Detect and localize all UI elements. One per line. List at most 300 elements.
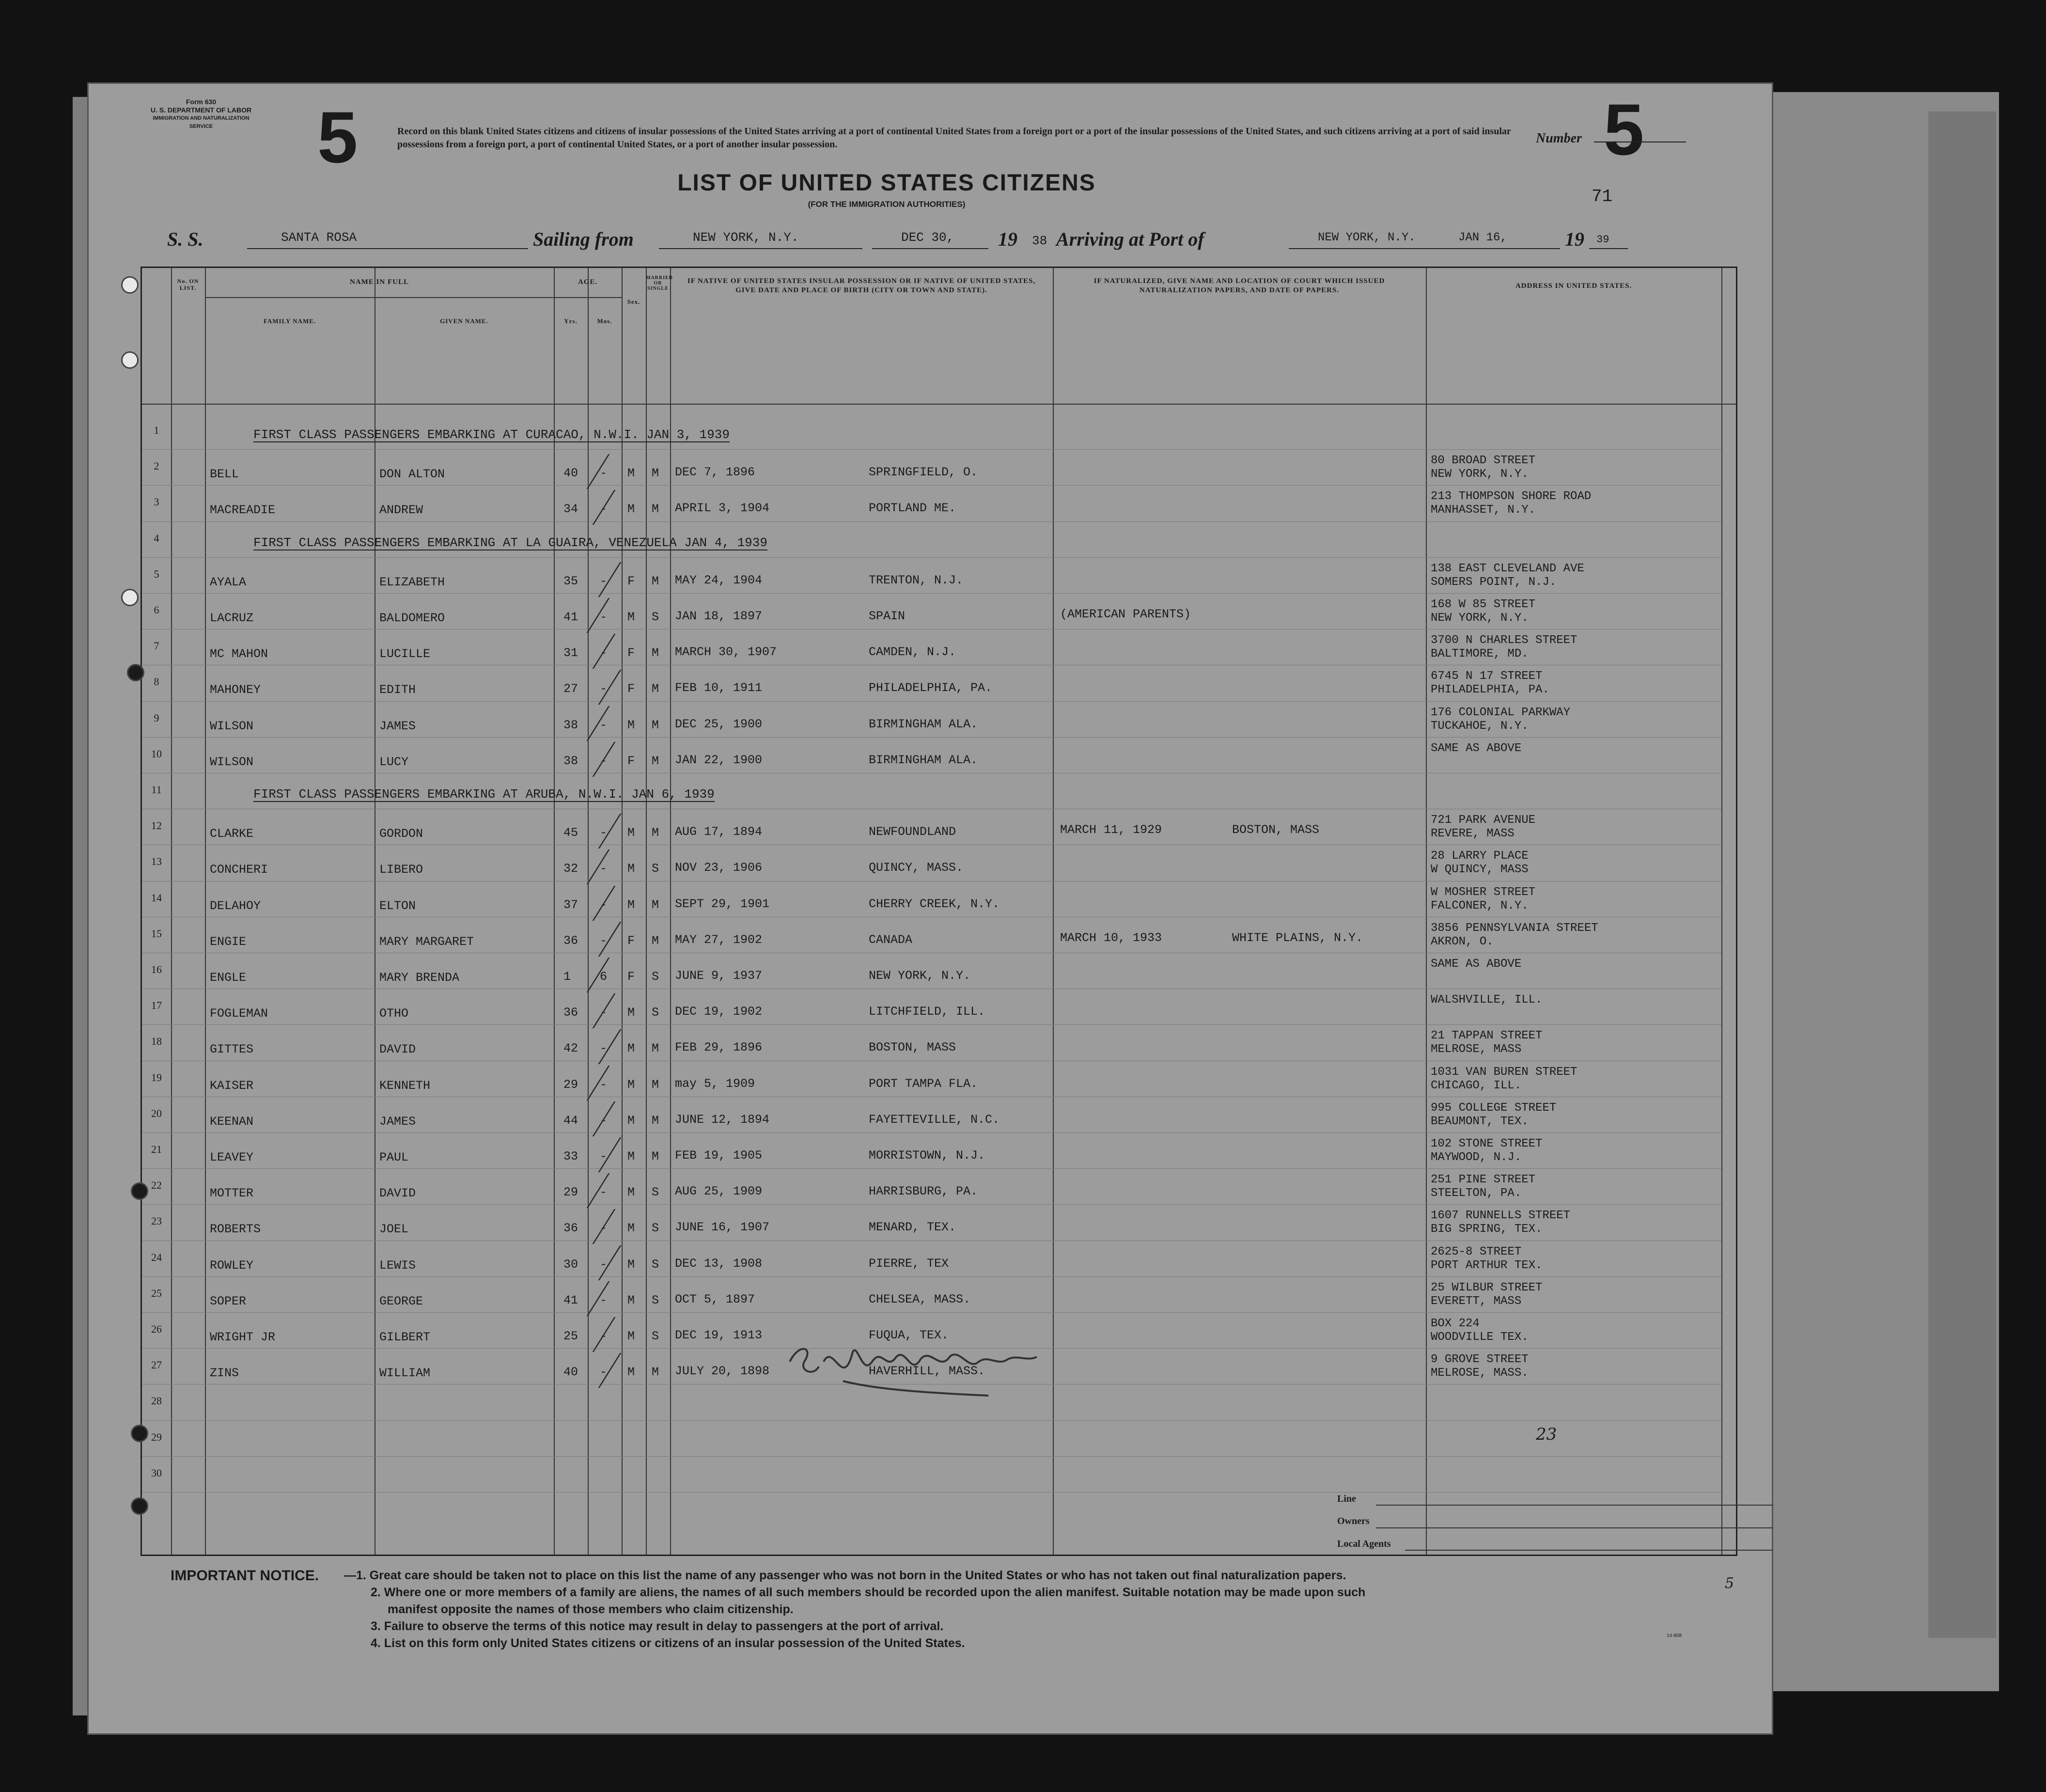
sex: F — [627, 970, 635, 984]
age-months: - — [600, 1006, 608, 1020]
given-name: JAMES — [379, 1114, 416, 1129]
notice-heading: IMPORTANT NOTICE. — [171, 1568, 319, 1584]
marital-status: M — [652, 933, 659, 948]
marital-status: S — [652, 1329, 659, 1343]
birth-date: JAN 18, 1897 — [675, 609, 763, 623]
sailing-from: NEW YORK, N.Y. — [693, 230, 799, 245]
check-mark — [587, 1173, 623, 1208]
address-line-2: NEW YORK, N.Y. — [1431, 468, 1529, 481]
col-line — [1721, 268, 1722, 1555]
family-name: LACRUZ — [210, 611, 254, 625]
birth-date: DEC 19, 1902 — [675, 1005, 763, 1019]
ship-underline — [247, 248, 528, 249]
punch-hole — [121, 351, 139, 369]
age-months: - — [600, 682, 608, 696]
address-line-2: BIG SPRING, TEX. — [1431, 1223, 1543, 1236]
address-line-1: 176 COLONIAL PARKWAY — [1431, 706, 1571, 719]
family-name: WILSON — [210, 755, 254, 769]
row-number: 2 — [154, 460, 159, 472]
address-line-1: 102 STONE STREET — [1431, 1137, 1543, 1150]
address-line-2: WOODVILLE TEX. — [1431, 1331, 1529, 1344]
notice-item-2: 2. Where one or more members of a family are aliens, the names of all such members should be recorded upon the alien manifest. Suitable notation may be made upon such — [371, 1586, 1366, 1599]
family-name: ENGIE — [210, 934, 247, 949]
address-line-1: 1607 RUNNELLS STREET — [1431, 1209, 1571, 1223]
address-line-2: SOMERS POINT, N.J. — [1431, 575, 1557, 589]
col-line — [205, 268, 206, 1555]
family-name: LEAVEY — [210, 1150, 254, 1164]
sex: M — [627, 1257, 635, 1272]
manifest-page — [87, 82, 1773, 1735]
header-naturalized: IF NATURALIZED, GIVE NAME AND LOCATION OF COURT WHICH ISSUED NATURALIZATION PAPERS, AND DATE OF PAPERS. — [1093, 277, 1385, 294]
ship-name: SANTA ROSA — [281, 230, 357, 245]
department-name: U. S. DEPARTMENT OF LABOR — [150, 106, 252, 114]
row-number: 1 — [154, 424, 159, 436]
marital-status: M — [652, 897, 659, 912]
address-line-1: BOX 224 — [1431, 1317, 1480, 1330]
address-line-1: 721 PARK AVENUE — [1431, 814, 1536, 827]
birth-date: SEPT 29, 1901 — [675, 896, 770, 911]
marital-status: M — [652, 466, 659, 481]
header-sex: Sex. — [627, 298, 640, 305]
family-name: CONCHERI — [210, 863, 268, 877]
address-line-1: 6745 N 17 STREET — [1431, 670, 1543, 683]
family-name: BELL — [210, 467, 239, 482]
row-number: 28 — [151, 1395, 162, 1407]
sex: M — [627, 718, 635, 732]
birth-date: DEC 7, 1896 — [675, 465, 755, 480]
marital-status: S — [652, 1293, 659, 1307]
age-months: - — [600, 502, 608, 517]
address-line-1: 168 W 85 STREET — [1431, 598, 1536, 611]
family-name: ROBERTS — [210, 1222, 261, 1237]
row-line — [142, 737, 1721, 738]
marital-status: M — [652, 646, 659, 660]
age-years: 35 — [563, 574, 578, 588]
punch-hole — [131, 1497, 148, 1515]
given-name: LIBERO — [379, 863, 423, 877]
birth-date: DEC 13, 1908 — [675, 1256, 763, 1271]
row-line — [142, 1312, 1721, 1313]
row-number: 27 — [151, 1359, 162, 1371]
sex: F — [627, 646, 635, 660]
given-name: DAVID — [379, 1042, 416, 1057]
form-identifier — [145, 98, 257, 131]
form-number: Form 630 — [186, 98, 217, 106]
row-number: 15 — [151, 927, 162, 940]
birth-date: FEB 29, 1896 — [675, 1040, 763, 1055]
birth-date: AUG 25, 1909 — [675, 1184, 763, 1199]
age-header-divider — [554, 297, 622, 298]
birth-place: CHELSEA, MASS. — [869, 1292, 971, 1306]
service-name: IMMIGRATION AND NATURALIZATION SERVICE — [153, 115, 250, 129]
age-years: 42 — [563, 1041, 578, 1056]
family-name: GITTES — [210, 1042, 254, 1057]
birth-date: JULY 20, 1898 — [675, 1364, 770, 1379]
family-name: ZINS — [210, 1366, 239, 1381]
row-number: 10 — [151, 747, 162, 760]
age-months: - — [600, 1365, 608, 1380]
naturalization-court: WHITE PLAINS, N.Y. — [1232, 930, 1363, 945]
birth-place: BIRMINGHAM ALA. — [869, 753, 978, 767]
birth-place: LITCHFIELD, ILL. — [869, 1005, 985, 1019]
address-line-2: REVERE, MASS — [1431, 827, 1515, 841]
age-months: - — [600, 1149, 608, 1163]
address-line-1: 80 BROAD STREET — [1431, 454, 1536, 468]
row-number: 14 — [151, 891, 162, 904]
ss-label: S. S. — [167, 228, 203, 250]
intro-text: Record on this blank United States citizens and citizens of insular possessions of the United States arriving at a port of continental United States from a foreign port or a port of the insular possessions of the United States, and such citizens arriving at a port of said insular possessions from a foreign port, a port of continental United States, or a port of another insular possession. — [397, 126, 1511, 150]
naturalization-date: MARCH 11, 1929 — [1060, 823, 1162, 837]
row-number: 4 — [154, 532, 159, 544]
section-heading: FIRST CLASS PASSENGERS EMBARKING AT LA GUAIRA, VENEZUELA JAN 4, 1939 — [253, 535, 767, 550]
row-number: 24 — [151, 1251, 162, 1263]
marital-status: M — [652, 718, 659, 732]
age-months: - — [600, 610, 608, 624]
agents-underline — [1405, 1550, 1773, 1551]
marital-status: S — [652, 1006, 659, 1020]
check-mark — [593, 886, 628, 921]
sex: M — [627, 610, 635, 624]
age-years: 30 — [563, 1257, 578, 1272]
birth-date: APRIL 3, 1904 — [675, 501, 770, 516]
row-number: 18 — [151, 1035, 162, 1048]
birth-date: MAY 24, 1904 — [675, 573, 763, 587]
birth-date: JUNE 12, 1894 — [675, 1112, 770, 1127]
notice-item-3: 3. Failure to observe the terms of this notice may result in delay to passengers at the port of arrival. — [371, 1619, 944, 1633]
sex: M — [627, 1149, 635, 1163]
back-sheet-edge — [1928, 111, 1996, 1638]
notice-item-1: —1. Great care should be taken not to place on this list the name of any passenger who was not born in the United States or who has not taken out final naturalization papers. — [344, 1569, 1346, 1582]
row-line — [142, 1456, 1721, 1457]
header-no: No. ON LIST. — [177, 278, 199, 291]
age-months: - — [600, 466, 608, 481]
birth-place: PIERRE, TEX — [869, 1256, 949, 1271]
col-line — [588, 268, 589, 1555]
age-months: - — [600, 897, 608, 912]
marital-status: M — [652, 502, 659, 517]
sex: M — [627, 1006, 635, 1020]
age-years: 45 — [563, 826, 578, 840]
row-line — [142, 557, 1721, 558]
address-line-2: EVERETT, MASS — [1431, 1294, 1522, 1308]
page-number: 71 — [1592, 187, 1613, 206]
given-name: KENNETH — [379, 1078, 431, 1093]
line-label: Line — [1337, 1493, 1356, 1504]
marital-status: M — [652, 1077, 659, 1092]
birth-place: MENARD, TEX. — [869, 1220, 956, 1235]
address-line-1: 995 COLLEGE STREET — [1431, 1101, 1557, 1115]
row-number: 7 — [154, 640, 159, 652]
marital-status: M — [652, 1149, 659, 1163]
marital-status: M — [652, 1041, 659, 1056]
punch-hole — [131, 1182, 148, 1200]
age-months: - — [600, 1077, 608, 1092]
family-name: WILSON — [210, 719, 254, 733]
address-line-2: MELROSE, MASS — [1431, 1043, 1522, 1056]
age-years: 36 — [563, 933, 578, 948]
given-name: LUCILLE — [379, 647, 431, 661]
age-months: - — [600, 1185, 608, 1200]
given-name: JAMES — [379, 719, 416, 733]
age-years: 38 — [563, 754, 578, 768]
birth-date: DEC 19, 1913 — [675, 1328, 763, 1342]
birth-date: FEB 10, 1911 — [675, 681, 763, 695]
address-line-2: STEELTON, PA. — [1431, 1187, 1522, 1200]
address-line-2: TUCKAHOE, N.Y. — [1431, 719, 1529, 733]
age-months: 6 — [600, 970, 608, 984]
age-years: 36 — [563, 1006, 578, 1020]
age-months: - — [600, 1041, 608, 1056]
line-underline — [1376, 1505, 1773, 1506]
address-line-2: FALCONER, N.Y. — [1431, 899, 1529, 912]
sex: M — [627, 1185, 635, 1200]
col-line — [1426, 268, 1427, 1555]
row-line — [142, 1204, 1721, 1205]
address-line-1: 28 LARRY PLACE — [1431, 849, 1529, 863]
birth-place: BIRMINGHAM ALA. — [869, 717, 978, 731]
check-mark — [587, 706, 623, 741]
birth-place: PORT TAMPA FLA. — [869, 1076, 978, 1091]
age-months: - — [600, 862, 608, 876]
header-divider — [142, 404, 1736, 405]
row-line — [142, 1132, 1721, 1133]
marital-status: S — [652, 970, 659, 984]
given-name: ELTON — [379, 898, 416, 913]
header-married-single: MARRIED OR SINGLE — [646, 275, 673, 291]
header-given-name: GIVEN NAME. — [440, 317, 488, 325]
port-underline — [1289, 248, 1560, 249]
family-name: KEENAN — [210, 1114, 254, 1129]
birth-date: JUNE 9, 1937 — [675, 969, 763, 983]
age-months: - — [600, 933, 608, 948]
age-months: - — [600, 574, 608, 588]
given-name: OTHO — [379, 1006, 409, 1021]
check-mark — [587, 1281, 623, 1316]
family-name: AYALA — [210, 575, 247, 589]
handwritten-margin-number: 5 — [1725, 1575, 1734, 1592]
row-number: 29 — [151, 1430, 162, 1443]
check-mark — [593, 1101, 628, 1136]
form-big-number: 5 — [317, 96, 358, 178]
birth-place: MORRISTOWN, N.J. — [869, 1148, 985, 1163]
family-name: WRIGHT JR — [210, 1330, 276, 1344]
birth-place: TRENTON, N.J. — [869, 573, 964, 587]
row-line — [142, 1420, 1721, 1421]
family-name: FOGLEMAN — [210, 1006, 268, 1021]
address-line-2: PHILADELPHIA, PA. — [1431, 683, 1549, 697]
sailing-label: Sailing from — [533, 228, 634, 250]
handwritten-count: 23 — [1536, 1425, 1557, 1444]
age-years: 44 — [563, 1113, 578, 1128]
marital-status: S — [652, 862, 659, 876]
address-line-2: MANHASSET, N.Y. — [1431, 503, 1536, 517]
col-line — [554, 268, 555, 1555]
birth-place: HAVERHILL, MASS. — [869, 1364, 985, 1379]
check-mark — [587, 598, 623, 633]
header-name-in-full: NAME IN FULL — [349, 278, 409, 286]
age-months: - — [600, 826, 608, 840]
year-prefix: 19 — [998, 228, 1017, 250]
given-name: PAUL — [379, 1150, 409, 1164]
address-line-2: W QUINCY, MASS — [1431, 863, 1529, 877]
sex: M — [627, 1221, 635, 1236]
check-mark — [593, 993, 628, 1028]
age-years: 40 — [563, 1365, 578, 1380]
given-name: GORDON — [379, 827, 423, 841]
age-months: - — [600, 1293, 608, 1307]
age-months: - — [600, 1329, 608, 1343]
address-line-2: PORT ARTHUR TEX. — [1431, 1258, 1543, 1272]
page-title: LIST OF UNITED STATES CITIZENS — [677, 170, 1096, 196]
sex: M — [627, 502, 635, 517]
birth-date: NOV 23, 1906 — [675, 861, 763, 875]
row-number: 12 — [151, 819, 162, 832]
check-mark — [593, 490, 628, 525]
marital-status: S — [652, 610, 659, 624]
sex: M — [627, 897, 635, 912]
row-line — [142, 593, 1721, 594]
address-line-1: 213 THOMPSON SHORE ROAD — [1431, 490, 1592, 503]
given-name: GEORGE — [379, 1294, 423, 1308]
arrival-year-prefix: 19 — [1565, 228, 1584, 250]
row-line — [142, 449, 1721, 450]
age-years: 31 — [563, 646, 578, 660]
age-months: - — [600, 1257, 608, 1272]
birth-place: QUINCY, MASS. — [869, 861, 964, 875]
marital-status: M — [652, 1113, 659, 1128]
notice-item-4: 4. List on this form only United States citizens or citizens of an insular possession of the United States. — [371, 1636, 965, 1650]
family-name: SOPER — [210, 1294, 247, 1308]
address-line-1: 2625-8 STREET — [1431, 1245, 1522, 1258]
birth-place: CANADA — [869, 932, 913, 947]
age-years: 37 — [563, 897, 578, 912]
family-name: DELAHOY — [210, 898, 261, 913]
punch-hole — [131, 1425, 148, 1442]
address-line-1: WALSHVILLE, ILL. — [1431, 993, 1543, 1007]
family-name: MAHONEY — [210, 683, 261, 697]
marital-status: M — [652, 1365, 659, 1380]
birth-date: DEC 25, 1900 — [675, 717, 763, 731]
sex: F — [627, 574, 635, 588]
birth-date: FEB 19, 1905 — [675, 1148, 763, 1163]
check-mark — [587, 454, 623, 489]
age-years: 27 — [563, 682, 578, 696]
birth-place: NEW YORK, N.Y. — [869, 969, 971, 983]
age-years: 41 — [563, 1293, 578, 1307]
row-number: 21 — [151, 1143, 162, 1155]
given-name: LEWIS — [379, 1258, 416, 1273]
sex: M — [627, 466, 635, 481]
col-line — [670, 268, 671, 1555]
row-number: 5 — [154, 567, 159, 580]
birth-place: BOSTON, MASS — [869, 1040, 956, 1055]
owners-label: Owners — [1337, 1516, 1370, 1526]
address-line-1: 138 EAST CLEVELAND AVE — [1431, 562, 1584, 575]
footer-code: 14-808 — [1667, 1633, 1682, 1638]
age-months: - — [600, 646, 608, 660]
family-name: MOTTER — [210, 1186, 254, 1201]
arriving-year: 39 — [1596, 234, 1609, 246]
address-line-1: SAME AS ABOVE — [1431, 741, 1522, 755]
check-mark — [587, 1066, 623, 1100]
marital-status: M — [652, 682, 659, 696]
row-line — [142, 1024, 1721, 1025]
age-years: 29 — [563, 1077, 578, 1092]
address-line-1: 25 WILBUR STREET — [1431, 1281, 1543, 1294]
birth-place: SPRINGFIELD, O. — [869, 465, 978, 480]
page-subtitle: (FOR THE IMMIGRATION AUTHORITIES) — [808, 200, 966, 209]
name-header-divider — [205, 297, 588, 298]
given-name: BALDOMERO — [379, 611, 445, 625]
sex: F — [627, 682, 635, 696]
age-years: 1 — [563, 970, 571, 984]
sex: M — [627, 1113, 635, 1128]
birth-date: AUG 17, 1894 — [675, 825, 763, 839]
marital-status: S — [652, 1257, 659, 1272]
marital-status: M — [652, 754, 659, 768]
date-underline — [872, 248, 988, 249]
owners-underline — [1376, 1527, 1773, 1528]
birth-place: SPAIN — [869, 609, 906, 623]
row-number: 11 — [151, 784, 162, 796]
marital-status: M — [652, 574, 659, 588]
check-mark — [587, 849, 623, 884]
row-number: 8 — [154, 676, 159, 688]
given-name: MARY BRENDA — [379, 971, 460, 985]
section-heading: FIRST CLASS PASSENGERS EMBARKING AT CURACAO, N.W.I. JAN 3, 1939 — [253, 427, 730, 442]
header-family-name: FAMILY NAME. — [263, 317, 316, 325]
check-mark — [587, 958, 623, 992]
sex: F — [627, 754, 635, 768]
agents-label: Local Agents — [1337, 1539, 1391, 1549]
birth-place: HARRISBURG, PA. — [869, 1184, 978, 1199]
sex: M — [627, 1329, 635, 1343]
family-name: ENGLE — [210, 971, 247, 985]
row-number: 16 — [151, 963, 162, 975]
naturalization-date: MARCH 10, 1933 — [1060, 930, 1162, 945]
given-name: ELIZABETH — [379, 575, 445, 589]
birth-place: FUQUA, TEX. — [869, 1328, 949, 1342]
header-birth: IF NATIVE OF UNITED STATES INSULAR POSSESSION OR IF NATIVE OF UNITED STATES, GIVE DATE AND PLACE OF BIRTH (CITY OR TOWN AND STATE). — [687, 277, 1036, 294]
age-years: 41 — [563, 610, 578, 624]
address-line-1: 9 GROVE STREET — [1431, 1353, 1529, 1367]
naturalization-date: (AMERICAN PARENTS) — [1060, 607, 1191, 621]
header-address: ADDRESS IN UNITED STATES. — [1515, 282, 1632, 290]
marital-status: S — [652, 1185, 659, 1200]
age-years: 36 — [563, 1221, 578, 1236]
birth-date: JUNE 16, 1907 — [675, 1220, 770, 1235]
age-years: 40 — [563, 466, 578, 481]
given-name: JOEL — [379, 1222, 409, 1237]
row-number: 17 — [151, 999, 162, 1012]
birth-date: OCT 5, 1897 — [675, 1292, 755, 1306]
sex: M — [627, 1365, 635, 1380]
punch-hole — [121, 276, 139, 294]
notice-item-2-cont: manifest opposite the names of those members who claim citizenship. — [388, 1603, 794, 1616]
row-line — [142, 1276, 1721, 1277]
list-number: 5 — [1604, 89, 1644, 170]
number-label: Number — [1536, 131, 1582, 146]
check-mark — [593, 634, 628, 669]
address-line-2: BALTIMORE, MD. — [1431, 647, 1529, 661]
arriving-label: Arriving at Port of — [1056, 228, 1204, 250]
address-line-1: 3700 N CHARLES STREET — [1431, 634, 1577, 647]
sex: M — [627, 1077, 635, 1092]
check-mark — [593, 742, 628, 777]
birth-date: may 5, 1909 — [675, 1076, 755, 1091]
row-number: 26 — [151, 1323, 162, 1335]
birth-date: JAN 22, 1900 — [675, 753, 763, 767]
